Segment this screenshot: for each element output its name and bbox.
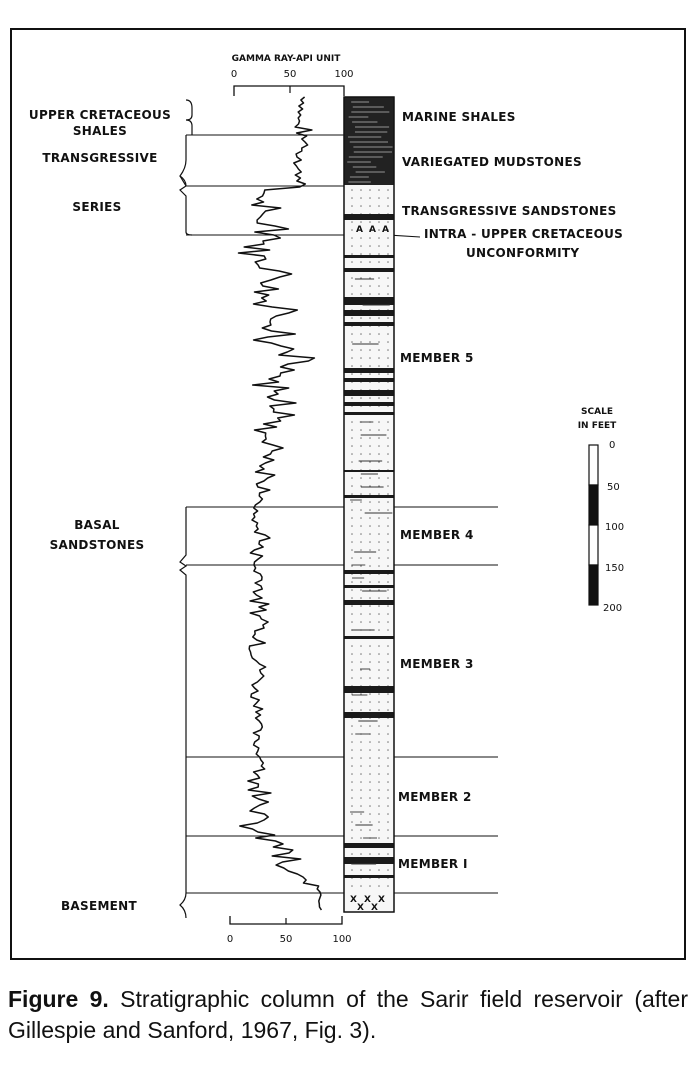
scale-tick-50: 50 xyxy=(607,482,620,493)
left-unit-labels xyxy=(29,108,171,913)
gamma-ray-log-curve xyxy=(239,97,322,910)
svg-text:A: A xyxy=(356,225,363,235)
figure-number: Figure 9. xyxy=(8,986,109,1012)
gamma-ray-scale-top xyxy=(231,54,354,96)
label-basal: BASAL xyxy=(74,518,120,532)
label-transgressive-sandstones: TRANSGRESSIVE SANDSTONES xyxy=(402,204,617,218)
unconformity-symbols xyxy=(356,225,389,235)
scale-bar xyxy=(578,407,624,614)
scale-tick-200: 200 xyxy=(603,603,623,614)
svg-text:X: X xyxy=(364,895,371,905)
label-intra-upper-cretaceous: INTRA - UPPER CRETACEOUS xyxy=(424,227,624,241)
scale-tick-0: 0 xyxy=(609,440,616,451)
gamma-top-axis xyxy=(234,86,344,96)
figure-caption xyxy=(8,984,688,1046)
svg-text:X: X xyxy=(357,903,364,913)
label-transgressive: TRANSGRESSIVE xyxy=(42,151,158,165)
label-series: SERIES xyxy=(72,200,122,214)
label-basement: BASEMENT xyxy=(60,899,138,913)
svg-text:X: X xyxy=(378,895,385,905)
gamma-top-tick-0: 0 xyxy=(230,69,238,80)
unit-boundaries xyxy=(186,135,498,893)
lithology-column xyxy=(344,97,394,913)
gamma-top-tick-100: 100 xyxy=(334,69,354,80)
label-member-4: MEMBER 4 xyxy=(400,528,474,542)
label-member-1: MEMBER I xyxy=(398,857,468,871)
gamma-ray-scale-bottom xyxy=(227,916,352,945)
label-member-3: MEMBER 3 xyxy=(400,657,474,671)
label-variegated-mudstones: VARIEGATED MUDSTONES xyxy=(402,155,582,169)
scale-tick-150: 150 xyxy=(605,563,625,574)
gamma-bottom-tick-50: 50 xyxy=(279,934,293,945)
label-shales: SHALES xyxy=(72,124,128,138)
scale-units: IN FEET xyxy=(577,421,617,431)
svg-text:X: X xyxy=(350,895,357,905)
label-unconformity: UNCONFORMITY xyxy=(466,246,580,260)
caption-text: Stratigraphic column of the Sarir field reservoir (after Gillespie and Sanford, 1967, Fig. 3). xyxy=(8,986,688,1043)
label-upper-cretaceous: UPPER CRETACEOUS xyxy=(28,108,172,122)
gamma-top-tick-50: 50 xyxy=(283,69,297,80)
scale-tick-100: 100 xyxy=(605,522,625,533)
gamma-bottom-tick-0: 0 xyxy=(226,934,234,945)
svg-text:A: A xyxy=(382,225,389,235)
gamma-bottom-tick-100: 100 xyxy=(332,934,352,945)
label-member-5: MEMBER 5 xyxy=(400,351,474,365)
gamma-ray-title: GAMMA RAY-API UNIT xyxy=(231,54,341,64)
label-marine-shales: MARINE SHALES xyxy=(402,110,516,124)
left-braces xyxy=(180,100,192,918)
svg-text:X: X xyxy=(371,903,378,913)
label-sandstones: SANDSTONES xyxy=(49,538,145,552)
label-member-2: MEMBER 2 xyxy=(398,790,472,804)
scale-title: SCALE xyxy=(581,407,613,417)
svg-text:A: A xyxy=(369,225,376,235)
